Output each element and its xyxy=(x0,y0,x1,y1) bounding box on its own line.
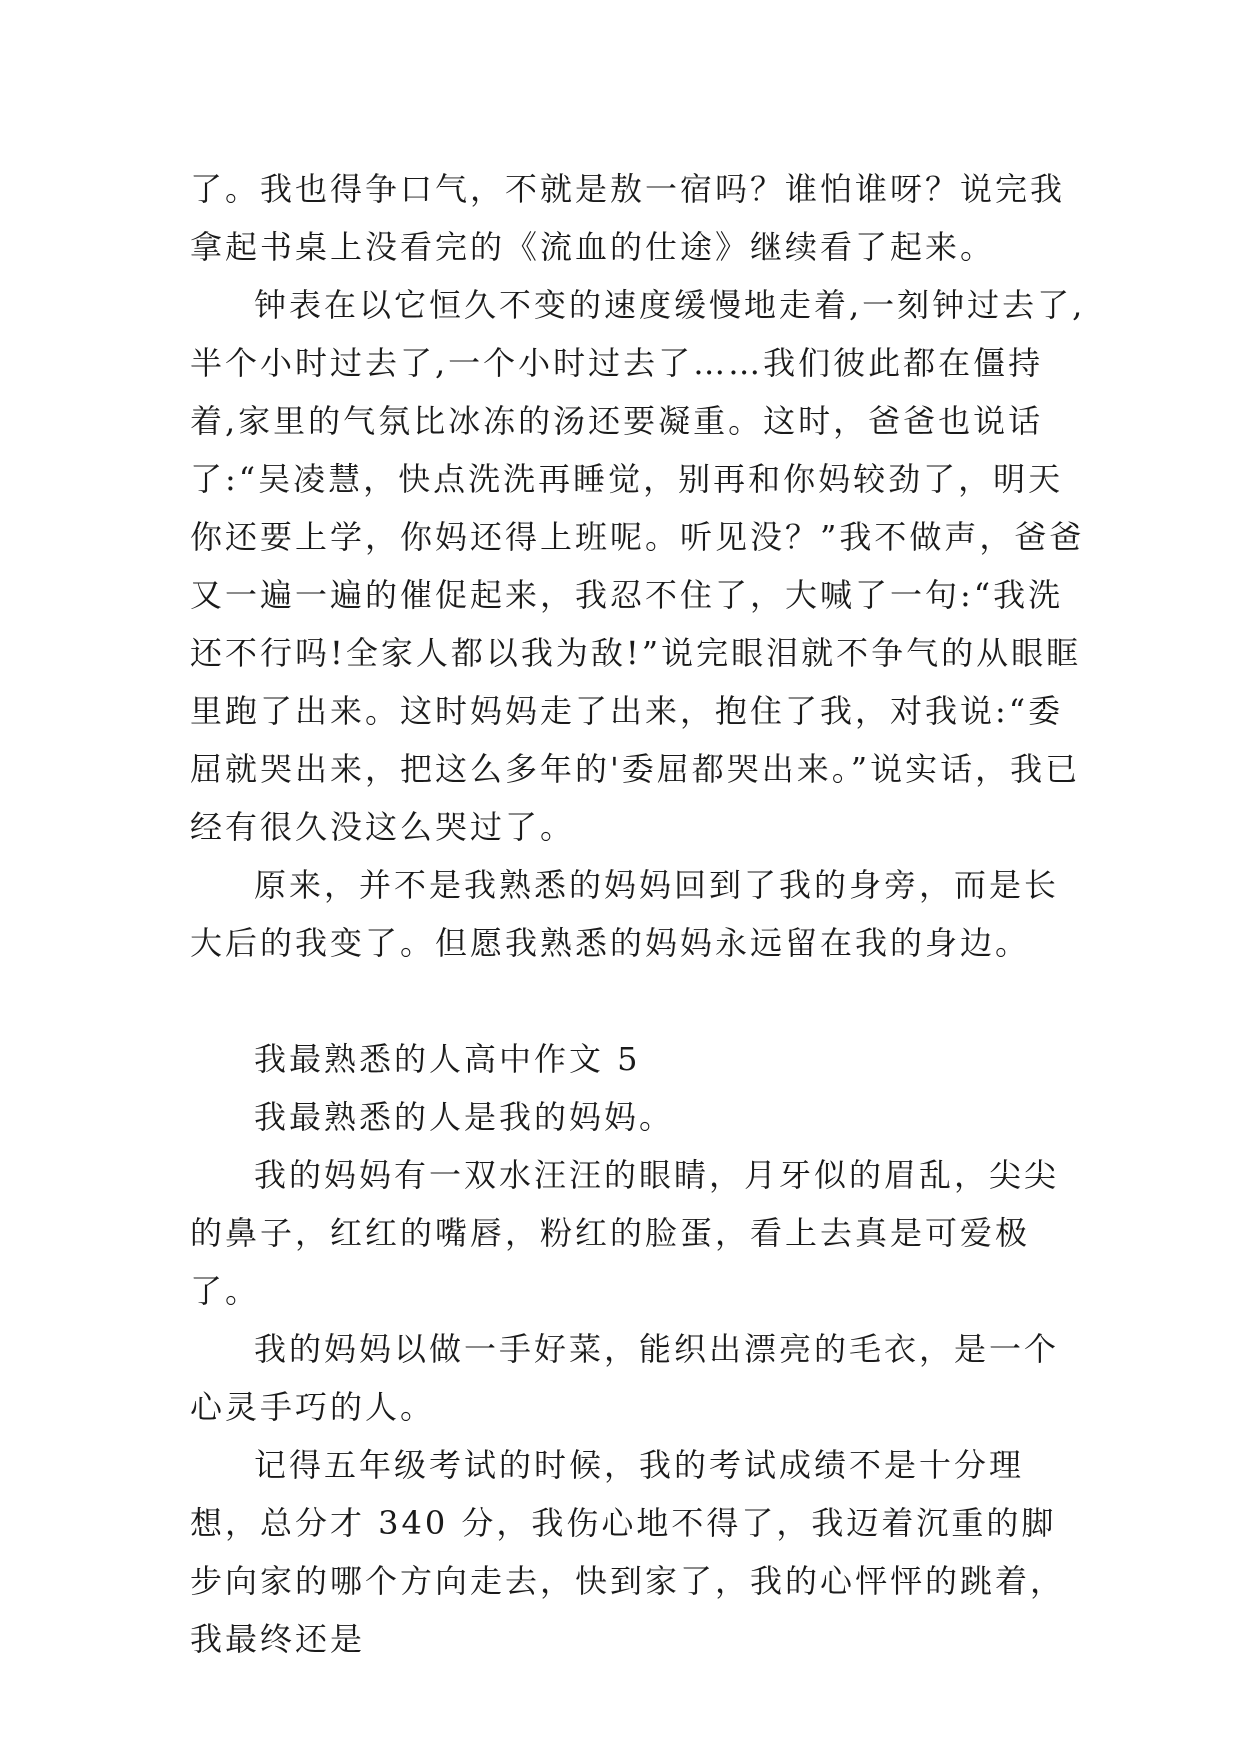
paragraph-appearance: 我的妈妈有一双水汪汪的眼睛，月牙似的眉乱，尖尖的鼻子，红红的嘴唇，粉红的脸蛋，看上去真是可爱极了。 xyxy=(190,1156,1060,1310)
paragraph-clock-scene: 钟表在以它恒久不变的速度缓慢地走着,一刻钟过去了,半个小时过去了,一个小时过去了……我们彼此都在僵持着,家里的气氛比冰冻的汤还要凝重。这时，爸爸也说话了:“吴凌慧，快点洗洗再睡觉，别再和你妈较劲了，明天你还要上学，你妈还得上班呢。听见没？”我不做声，爸爸又一遍一遍的催促起来，我忍不住了，大喊了一句:“我洗还不行吗!全家人都以我为敌!”说完眼泪就不争气的从眼眶里跑了出来。这时妈妈走了出来，抱住了我，对我说:“委屈就哭出来，把这么多年的'委屈都哭出来。”说实话，我已经有很久没这么哭过了。 xyxy=(190,286,1086,846)
paragraph-intro: 我最熟悉的人是我的妈妈。 xyxy=(254,1098,675,1136)
paragraph-skills: 我的妈妈以做一手好菜，能织出漂亮的毛衣，是一个心灵手巧的人。 xyxy=(190,1330,1060,1426)
paragraph-conclusion: 原来，并不是我熟悉的妈妈回到了我的身旁，而是长大后的我变了。但愿我熟悉的妈妈永远留在我的身边。 xyxy=(190,866,1060,962)
paragraph-exam-memory: 记得五年级考试的时候，我的考试成绩不是十分理想，总分才 340 分，我伤心地不得了，我迈着沉重的脚步向家的哪个方向走去，快到家了，我的心怦怦的跳着，我最终还是 xyxy=(190,1446,1066,1658)
paragraph-continuation: 了。我也得争口气，不就是敖一宿吗？谁怕谁呀？说完我拿起书桌上没看完的《流血的仕途》继续看了起来。 xyxy=(190,170,1066,266)
essay-heading: 我最熟悉的人高中作文 5 xyxy=(254,1040,641,1078)
essay-body xyxy=(190,160,1090,1668)
